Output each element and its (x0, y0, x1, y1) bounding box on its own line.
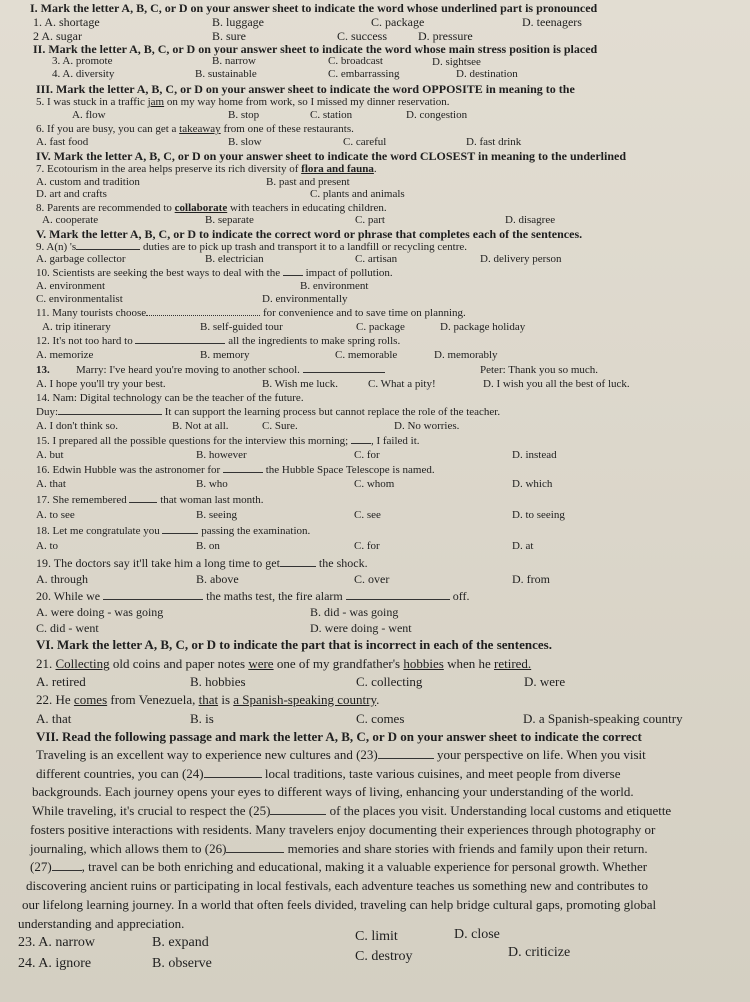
q23-option-d: D. close (454, 927, 500, 942)
q15-option-b: B. however (196, 449, 247, 461)
q6-option-c: C. careful (343, 136, 387, 148)
passage-line-10: understanding and appreciation. (18, 916, 185, 931)
q15-stem: 15. I prepared all the possible questions for the interview this morning; , I failed it. (36, 435, 420, 447)
q6-option-b: B. slow (228, 136, 262, 148)
q7-option-b: B. past and present (266, 176, 350, 188)
q5-option-c: C. station (310, 109, 353, 121)
q5-option-d: D. congestion (406, 109, 468, 121)
q14-option-c: C. Sure. (262, 420, 298, 432)
q13-stem: Marry: I've heard you're moving to another school. (76, 365, 385, 376)
q10-option-a: A. environment (36, 280, 106, 292)
q10-option-c: C. environmentalist (36, 293, 123, 305)
q17-stem: 17. She remembered that woman last month. (36, 494, 264, 506)
q10-stem: 10. Scientists are seeking the best ways to deal with the impact of pollution. (36, 267, 393, 279)
q19-option-a: A. through (36, 572, 88, 586)
q18-stem: 18. Let me congratulate you passing the examination. (36, 525, 311, 537)
q3-option-c: C. broadcast (328, 55, 383, 67)
section-5-header: V. Mark the letter A, B, C, or D to indicate the correct word or phrase that completes each of the sentences. (36, 227, 583, 241)
q3-option-a: 3. A. promote (52, 55, 113, 67)
section-2-header: II. Mark the letter A, B, C, or D on your answer sheet to indicate the word whose main stress position is placed (33, 42, 598, 56)
q18-option-c: C. for (354, 540, 380, 552)
q21-option-a: A. retired (36, 674, 86, 689)
q14-option-b: B. Not at all. (172, 420, 229, 432)
q17-option-c: C. see (354, 509, 381, 521)
q8-option-a: A. cooperate (42, 214, 99, 226)
q21-option-b: B. hobbies (190, 674, 246, 689)
section-6-header: VI. Mark the letter A, B, C, or D to indicate the part that is incorrect in each of the sentences. (36, 637, 552, 652)
passage-line-6: journaling, which allows them to (26) memories and share stories with friends and family upon their return. (30, 841, 648, 856)
q1-option-b: B. luggage (212, 15, 264, 29)
q20-option-a: A. were doing - was going (36, 605, 164, 619)
q3-option-d: D. sightsee (432, 56, 481, 68)
q5-option-b: B. stop (228, 109, 260, 121)
passage-line-1: Traveling is an excellent way to experience new cultures and (23) your perspective on life. When you visit (36, 747, 646, 762)
q23-option-a: 23. A. narrow (18, 935, 95, 950)
q22-option-b: B. is (190, 711, 214, 726)
q8-option-c: C. part (355, 214, 385, 226)
q16-option-a: A. that (36, 478, 66, 490)
q16-option-c: C. whom (354, 478, 395, 490)
passage-line-3: backgrounds. Each journey opens your eyes to different ways of living, enhancing your understanding of the world. (32, 784, 634, 799)
q19-option-b: B. above (196, 572, 239, 586)
q21-option-c: C. collecting (356, 674, 423, 689)
q6-stem: 6. If you are busy, you can get a takeaway from one of these restaurants. (36, 123, 354, 135)
section-1-header: I. Mark the letter A, B, C, or D on your answer sheet to indicate the word whose underlined part is pronounced (30, 1, 598, 15)
q8-option-d: D. disagree (505, 214, 556, 226)
q16-stem: 16. Edwin Hubble was the astronomer for the Hubble Space Telescope is named. (36, 464, 435, 476)
q7-option-a: A. custom and tradition (36, 176, 140, 188)
q9-option-b: B. electrician (205, 253, 264, 265)
q5-stem: 5. I was stuck in a traffic jam on my way home from work, so I missed my dinner reservation. (36, 96, 450, 108)
q20-option-c: C. did - went (36, 621, 99, 635)
q7-option-c: C. plants and animals (310, 188, 405, 200)
q4-option-a: 4. A. diversity (52, 68, 115, 80)
q15-option-c: C. for (354, 449, 380, 461)
q19-stem: 19. The doctors say it'll take him a long time to get the shock. (36, 556, 368, 570)
q12-option-c: C. memorable (335, 349, 398, 361)
q14-option-d: D. No worries. (394, 420, 460, 432)
q15-option-a: A. but (36, 449, 64, 461)
q1-option-d: D. teenagers (522, 15, 582, 29)
q9-stem: 9. A(n) 's duties are to pick up trash and transport it to a landfill or recycling centre. (36, 241, 468, 253)
q20-stem: 20. While we the maths test, the fire alarm off. (36, 589, 470, 603)
passage-line-5: fosters positive interactions with residents. Many travelers enjoy documenting their experiences through photography or (30, 822, 656, 837)
q24-option-c: C. destroy (355, 949, 413, 964)
q11-option-a: A. trip itinerary (42, 321, 111, 333)
q11-option-b: B. self-guided tour (200, 321, 283, 333)
q14-prompt: 14. Nam: Digital technology can be the teacher of the future. (36, 392, 304, 404)
section-4-header: IV. Mark the letter A, B, C, or D on your answer sheet to indicate the word CLOSEST in meaning to the underlined (36, 149, 627, 163)
q19-option-d: D. from (512, 572, 550, 586)
q1-option-a: 1. A. shortage (33, 15, 100, 29)
q22-option-c: C. comes (356, 711, 405, 726)
passage-line-4: While traveling, it's crucial to respect the (25) of the places you visit. Understanding local customs and etiquette (32, 803, 672, 818)
q11-option-d: D. package holiday (440, 321, 526, 333)
q9-option-a: A. garbage collector (36, 253, 126, 265)
q9-option-d: D. delivery person (480, 253, 562, 265)
q18-option-a: A. to (36, 540, 58, 552)
q23-option-c: C. limit (355, 929, 398, 944)
q6-option-a: A. fast food (36, 136, 89, 148)
q5-option-a: A. flow (72, 109, 106, 121)
q12-option-a: A. memorize (36, 349, 94, 361)
q20-option-b: B. did - was going (310, 605, 399, 619)
q4-option-d: D. destination (456, 68, 518, 80)
q8-option-b: B. separate (205, 214, 254, 226)
passage-line-9: our lifelong learning journey. In a world that often feels divided, traveling can help bridge cultural gaps, promoting global (22, 897, 657, 912)
q24-option-b: B. observe (152, 956, 212, 971)
q11-stem: 11. Many tourists choose for convenience and to save time on planning. (36, 307, 466, 319)
q7-option-d: D. art and crafts (36, 188, 107, 200)
q24-option-a: 24. A. ignore (18, 956, 92, 971)
q13-option-a: A. I hope you'll try your best. (36, 378, 166, 390)
q10-option-d: D. environmentally (262, 293, 348, 305)
passage-line-2: different countries, you can (24) local traditions, taste various cuisines, and meet people from diverse (36, 766, 621, 781)
q22-stem: 22. He comes from Venezuela, that is a Spanish-speaking country. (36, 692, 380, 707)
q13-reply: Peter: Thank you so much. (480, 364, 599, 376)
q1-option-c: C. package (371, 15, 425, 29)
q9-option-c: C. artisan (355, 253, 398, 265)
q16-option-d: D. which (512, 478, 553, 490)
q2-option-c: C. success (337, 29, 387, 43)
q19-option-c: C. over (354, 572, 390, 586)
q17-option-a: A. to see (36, 509, 75, 521)
passage-line-7: (27) , travel can be both enriching and educational, making it a valuable experience for personal growth. Whether (30, 859, 648, 874)
q2-option-a: 2 A. sugar (33, 29, 82, 43)
q7-stem: 7. Ecotourism in the area helps preserve its rich diversity of flora and fauna. (36, 163, 377, 175)
q10-option-b: B. environment (300, 280, 369, 292)
q23-option-b: B. expand (152, 935, 209, 950)
q8-stem: 8. Parents are recommended to collaborate with teachers in educating children. (36, 202, 387, 214)
q12-option-b: B. memory (200, 349, 250, 361)
q16-option-b: B. who (196, 478, 228, 490)
q13-option-d: D. I wish you all the best of luck. (483, 378, 630, 390)
q22-option-a: A. that (36, 711, 72, 726)
section-7-header: VII. Read the following passage and mark the letter A, B, C, or D on your answer sheet to indicate the correct (36, 729, 642, 744)
q21-stem: 21. Collecting old coins and paper notes were one of my grandfather's hobbies when he retired. (36, 656, 532, 671)
q14-option-a: A. I don't think so. (36, 420, 119, 432)
section-3-header: III. Mark the letter A, B, C, or D on your answer sheet to indicate the word OPPOSITE in meaning to the (36, 82, 575, 96)
q2-option-d: D. pressure (418, 29, 473, 43)
q13-option-c: C. What a pity! (368, 378, 436, 390)
q6-option-d: D. fast drink (466, 136, 522, 148)
q12-option-d: D. memorably (434, 349, 498, 361)
q14-stem: Duy: It can support the learning process but cannot replace the role of the teacher. (36, 406, 501, 418)
q13-number: 13. (36, 364, 50, 376)
q20-option-d: D. were doing - went (310, 621, 412, 635)
q4-option-b: B. sustainable (195, 68, 257, 80)
q22-option-d: D. a Spanish-speaking country (523, 711, 683, 726)
q11-option-c: C. package (356, 321, 405, 333)
q17-option-b: B. seeing (196, 509, 237, 521)
passage-line-8: discovering ancient ruins or participating in local festivals, each adventure teaches us something new and contributes to (26, 878, 649, 893)
q4-option-c: C. embarrassing (328, 68, 400, 80)
q13-option-b: B. Wish me luck. (262, 378, 339, 390)
q12-stem: 12. It's not too hard to all the ingredients to make spring rolls. (36, 335, 401, 347)
q15-option-d: D. instead (512, 449, 557, 461)
q17-option-d: D. to seeing (512, 509, 565, 521)
q24-option-d: D. criticize (508, 945, 571, 960)
q21-option-d: D. were (524, 674, 566, 689)
q3-option-b: B. narrow (212, 55, 256, 67)
q2-option-b: B. sure (212, 29, 246, 43)
q18-option-d: D. at (512, 540, 534, 552)
q18-option-b: B. on (196, 540, 220, 552)
